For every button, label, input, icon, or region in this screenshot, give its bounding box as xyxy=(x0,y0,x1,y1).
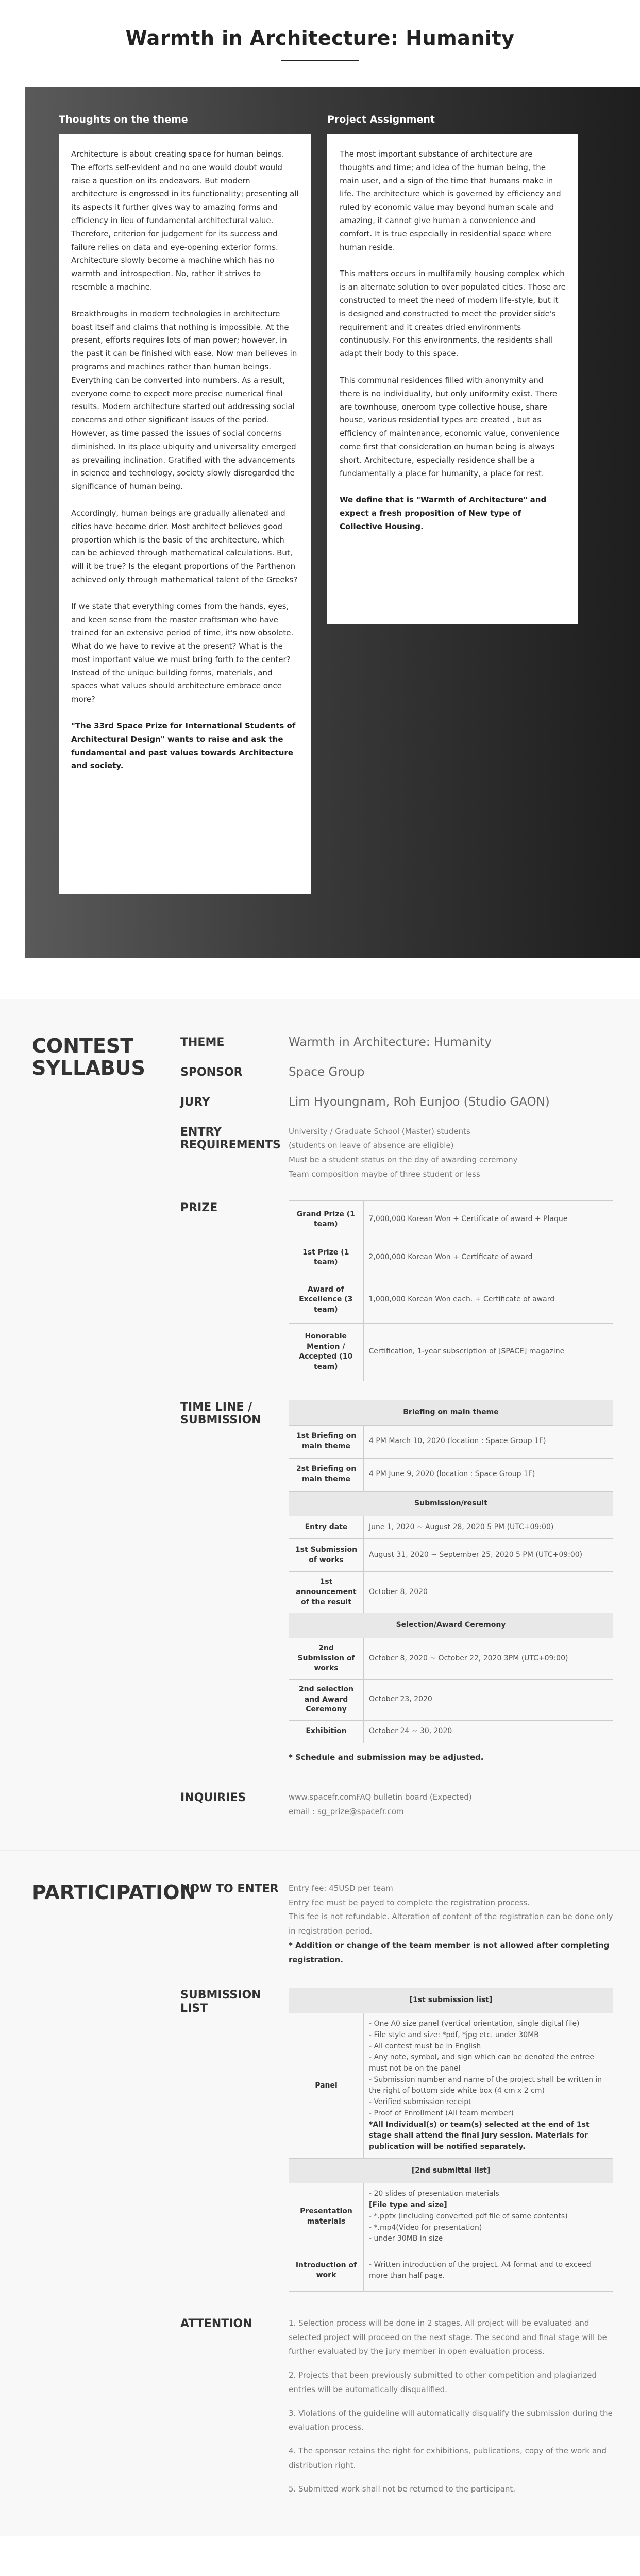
panel-strong: *All Individual(s) or team(s) selected at the end of 1st stage shall attend the final jury session. Materials for publication will be notified separately. xyxy=(369,2120,590,2151)
list-item: - Submission number and name of the project shall be written in the right of bottom side white box (4 cm x 2 cm) xyxy=(369,2075,602,2095)
theme-section xyxy=(25,87,640,958)
timeline-name: 2st Briefing on main theme xyxy=(289,1458,364,1491)
sponsor-label: SPONSOR xyxy=(180,1065,243,1079)
timeline-value: October 8, 2020 xyxy=(364,1572,613,1613)
prize-value: 7,000,000 Korean Won + Certificate of award + Plaque xyxy=(363,1200,613,1239)
prize-table xyxy=(289,1200,613,1381)
entry-line: Must be a student status on the day of awarding ceremony xyxy=(289,1155,518,1165)
table-row xyxy=(289,1539,613,1572)
inquiries-link[interactable]: www.spacefr.comFAQ bulletin board (Expected) xyxy=(289,1792,472,1802)
list-item: - Any note, symbol, and sign which can be denoted the entree must not be on the panel xyxy=(369,2053,595,2073)
theme-value: Warmth in Architecture: Humanity xyxy=(289,1036,492,1049)
jury-value: Lim Hyoungnam, Roh Eunjoo (Studio GAON) xyxy=(289,1095,550,1109)
list-item: 5. Submitted work shall not be returned to the participant. xyxy=(289,2484,516,2494)
thoughts-paragraph: If we state that everything comes from the hands, eyes, and keen sense from the master craftsman who have trained for an extensive period of time, it's now obsolete. What do we have to revive at the present? What is the most important value we must bring forth to the center? Instead of the unique building forms, materials, and spaces what values should architecture embrace once more? xyxy=(71,601,294,704)
submission-table xyxy=(289,1988,613,2291)
list-item: - *.mp4(Video for presentation) xyxy=(369,2223,482,2232)
table-row xyxy=(289,1458,613,1491)
entry-line: University / Graduate School (Master) students xyxy=(289,1126,470,1136)
list-item: - *.pptx (including converted pdf file of same contents) xyxy=(369,2212,568,2221)
inquiries-content xyxy=(289,1790,613,1819)
prize-value: Certification, 1-year subscription of [SPACE] magazine xyxy=(363,1323,613,1381)
list-item: 1. Selection process will be done in 2 stages. All project will be evaluated and selected project will proceed on the next stage. The second and final stage will be further evaluated by the jury member in open evaluation process. xyxy=(289,2318,607,2357)
table-row xyxy=(289,2183,613,2250)
table-row xyxy=(289,2013,613,2158)
hero xyxy=(0,0,640,61)
submission-content xyxy=(289,1988,613,2291)
how-note: * Addition or change of the team member is not allowed after completing registration. xyxy=(289,1940,610,1964)
table-row xyxy=(289,1638,613,1680)
assignment-paragraph: The most important substance of architecture are thoughts and time; and idea of the human being, the main user, and a sign of the time that humans make in life. The architecture which is governed by efficiency and ruled by economic value may beyond human scale and amazing, it cannot give human a convenience and comfort. It is true especially in residential space where human reside. xyxy=(340,149,561,252)
table-row xyxy=(289,1679,613,1720)
table-band xyxy=(289,1491,613,1516)
table-band xyxy=(289,2158,613,2183)
timeline-note: * Schedule and submission may be adjusted. xyxy=(289,1752,484,1762)
timeline-name: Exhibition xyxy=(289,1720,364,1743)
entry-content xyxy=(289,1125,613,1182)
table-row xyxy=(289,1425,613,1458)
how-label: HOW TO ENTER xyxy=(180,1882,279,1895)
prize-name: 1st Prize (1 team) xyxy=(289,1239,363,1277)
thoughts-title: Thoughts on the theme xyxy=(59,114,188,125)
table-row xyxy=(289,1720,613,1743)
timeline-value: October 8, 2020 ~ October 22, 2020 3PM (UTC+09:00) xyxy=(364,1638,613,1680)
band-title: [1st submission list] xyxy=(289,1988,613,2013)
inquiries-row xyxy=(0,1790,640,1819)
prize-name: Honorable Mention / Accepted (10 team) xyxy=(289,1323,363,1381)
participation-heading: PARTICIPATION xyxy=(32,1880,196,1904)
intro-name: Introduction of work xyxy=(289,2250,364,2291)
entry-label: ENTRY REQUIREMENTS xyxy=(180,1125,281,1151)
jury-label: JURY xyxy=(180,1095,210,1109)
syllabus-heading xyxy=(32,1035,145,1079)
list-item: - One A0 size panel (vertical orientation, single digital file) xyxy=(369,2020,580,2028)
how-line: Entry fee: 45USD per team xyxy=(289,1883,393,1893)
participation-section xyxy=(0,1850,640,2536)
assignment-card xyxy=(327,134,578,624)
attention-content xyxy=(289,2316,613,2506)
band-title: Submission/result xyxy=(289,1491,613,1516)
thoughts-paragraph: Architecture is about creating space for human beings. The efforts self-evident and no one would doubt would raise a question on its endeavors. But modern architecture is engrossed in its functionality; presenting all its aspects it further gives way to amazing forms and efficiency in lieu of fundamental architectural value. Therefore, criterion for judgement for its success and failure relies on data and eye-opening exterior forms. Architecture slowly become a machine which has no warmth and introspection. No, rather it strives to resemble a machine. xyxy=(71,149,299,292)
table-band xyxy=(289,1988,613,2013)
panel-items xyxy=(364,2013,613,2158)
timeline-name: 1st Briefing on main theme xyxy=(289,1425,364,1458)
submission-label: SUBMISSION LIST xyxy=(180,1989,261,2015)
attention-row xyxy=(0,2316,640,2506)
thoughts-paragraph: Breakthroughs in modern technologies in architecture boast itself and claims that nothing is impossible. At the present, efforts requires lots of man power; however, in the past it can be finished with ease. Now man believes in programs and machines rather than human beings. Everything can be converted into numbers. As a result, everyone come to expect more precise numerical final results. Modern architecture started out addressing social concerns and other significant issues of the period. However, as time passed the issues of social concerns diminished. In its place ubiquity and universality emerged as prevailing inclination. Gratified with the advancements in science and technology, society slowly disregarded the significance of human being. xyxy=(71,309,297,492)
intro-value: - Written introduction of the project. A4 format and to exceed more than half page. xyxy=(364,2250,613,2291)
presentation-name: Presentation materials xyxy=(289,2183,364,2250)
assignment-paragraph: This matters occurs in multifamily housing complex which is an alternate solution to over populated cities. Those are constructed to meet the need of modern life-style, but it is designed and constructed to meet the provider side's requirement and it creates dried environments continuously. For this environments, the residents shall adapt their body to this space. xyxy=(340,269,566,359)
prize-name: Grand Prize (1 team) xyxy=(289,1200,363,1239)
table-row xyxy=(289,1200,613,1239)
timeline-value: 4 PM June 9, 2020 (location : Space Group 1F) xyxy=(364,1458,613,1491)
presentation-items xyxy=(364,2183,613,2250)
timeline-name: 2nd selection and Award Ceremony xyxy=(289,1679,364,1720)
page-title: Warmth in Architecture: Humanity xyxy=(125,27,515,49)
inquiries-label: INQUIRIES xyxy=(180,1791,246,1805)
entry-line: Team composition maybe of three student or less xyxy=(289,1169,480,1179)
list-item: - Verified submission receipt xyxy=(369,2098,471,2107)
timeline-value: October 23, 2020 xyxy=(364,1679,613,1720)
panel-name: Panel xyxy=(289,2013,364,2158)
presentation-strong: [File type and size] xyxy=(369,2201,447,2210)
timeline-name: 1st announcement of the result xyxy=(289,1572,364,1613)
title-underline xyxy=(281,60,359,61)
prize-name: Award of Excellence (3 team) xyxy=(289,1277,363,1323)
table-band xyxy=(289,1613,613,1638)
prize-content xyxy=(289,1200,613,1381)
syllabus-section xyxy=(0,999,640,1850)
table-band xyxy=(289,1400,613,1425)
theme-label: THEME xyxy=(180,1036,225,1049)
inquiries-email[interactable]: email : sg_prize@spacefr.com xyxy=(289,1807,404,1817)
timeline-name: 2nd Submission of works xyxy=(289,1638,364,1680)
timeline-value: August 31, 2020 ~ September 25, 2020 5 PM (UTC+09:00) xyxy=(364,1539,613,1572)
table-row xyxy=(289,1516,613,1539)
list-item: 3. Violations of the guideline will automatically disqualify the submission during the evaluation process. xyxy=(289,2408,613,2432)
thoughts-strong: "The 33rd Space Prize for International Students of Architectural Design" wants to raise and ask the fundamental and past values towards Architecture and society. xyxy=(71,721,296,771)
list-item: - 20 slides of presentation materials xyxy=(369,2190,499,2198)
syllabus-heading-line: CONTEST xyxy=(32,1035,134,1057)
timeline-value: June 1, 2020 ~ August 28, 2020 5 PM (UTC+09:00) xyxy=(364,1516,613,1539)
entry-row xyxy=(0,1125,640,1182)
thoughts-paragraph: Accordingly, human beings are gradually alienated and cities have become drier. Most architect believes good proportion which is the basic of the architecture, which can be achieved through mathematical calculations. But, will it be true? Is the elegant proportions of the Parthenon achieved only through mathematical talent of the Greeks? xyxy=(71,508,298,584)
timeline-row xyxy=(0,1400,640,1765)
list-item: - File style and size: *pdf, *jpg etc. under 30MB xyxy=(369,2031,539,2040)
how-line: Entry fee must be payed to complete the registration process. xyxy=(289,1897,530,1907)
list-item: - All contest must be in English xyxy=(369,2042,481,2050)
table-row xyxy=(289,1277,613,1323)
timeline-value: 4 PM March 10, 2020 (location : Space Group 1F) xyxy=(364,1425,613,1458)
how-content xyxy=(289,1882,613,1968)
prize-row xyxy=(0,1200,640,1381)
prize-label: PRIZE xyxy=(180,1201,218,1214)
band-title: Briefing on main theme xyxy=(289,1400,613,1425)
syllabus-heading-line: SYLLABUS xyxy=(32,1056,145,1079)
table-row xyxy=(289,1572,613,1613)
list-item: 4. The sponsor retains the right for exhibitions, publications, copy of the work and distribution right. xyxy=(289,2446,607,2470)
prize-value: 1,000,000 Korean Won each. + Certificate of award xyxy=(363,1277,613,1323)
timeline-label: TIME LINE / SUBMISSION xyxy=(180,1400,261,1427)
timeline-name: Entry date xyxy=(289,1516,364,1539)
assignment-paragraph: This communal residences filled with anonymity and there is no individuality, but only uniformity exist. There are townhouse, oneroom type collective house, share house, various residential types are created , but as efficiency of maintenance, economic value, convenience come first that consideration on human being is always short. Architecture, especially residence shall be a fundamentally a place for humanity, a place for rest. xyxy=(340,375,560,478)
list-item: - Proof of Enrollment (All team member) xyxy=(369,2109,514,2117)
how-line: This fee is not refundable. Alteration of content of the registration can be done only in registration period. xyxy=(289,1912,613,1936)
band-title: Selection/Award Ceremony xyxy=(289,1613,613,1638)
assignment-title: Project Assignment xyxy=(327,114,435,125)
list-item: - under 30MB in size xyxy=(369,2234,443,2243)
timeline-value: October 24 ~ 30, 2020 xyxy=(364,1720,613,1743)
sponsor-value: Space Group xyxy=(289,1065,365,1079)
timeline-name: 1st Submission of works xyxy=(289,1539,364,1572)
table-row xyxy=(289,2250,613,2291)
jury-row xyxy=(0,1095,640,1110)
assignment-strong: We define that is "Warmth of Architecture" and expect a fresh proposition of New type of Collective Housing. xyxy=(340,495,547,531)
table-row xyxy=(289,1323,613,1381)
thoughts-card xyxy=(59,134,311,894)
attention-label: ATTENTION xyxy=(180,2317,252,2330)
timeline-table xyxy=(289,1400,613,1743)
submission-row xyxy=(0,1988,640,2291)
entry-line: (students on leave of absence are eligible) xyxy=(289,1141,454,1150)
timeline-content xyxy=(289,1400,613,1765)
list-item: 2. Projects that been previously submitted to other competition and plagiarized entries will be automatically disqualified. xyxy=(289,2370,597,2394)
prize-value: 2,000,000 Korean Won + Certificate of award xyxy=(363,1239,613,1277)
band-title: [2nd submittal list] xyxy=(289,2158,613,2183)
table-row xyxy=(289,1239,613,1277)
